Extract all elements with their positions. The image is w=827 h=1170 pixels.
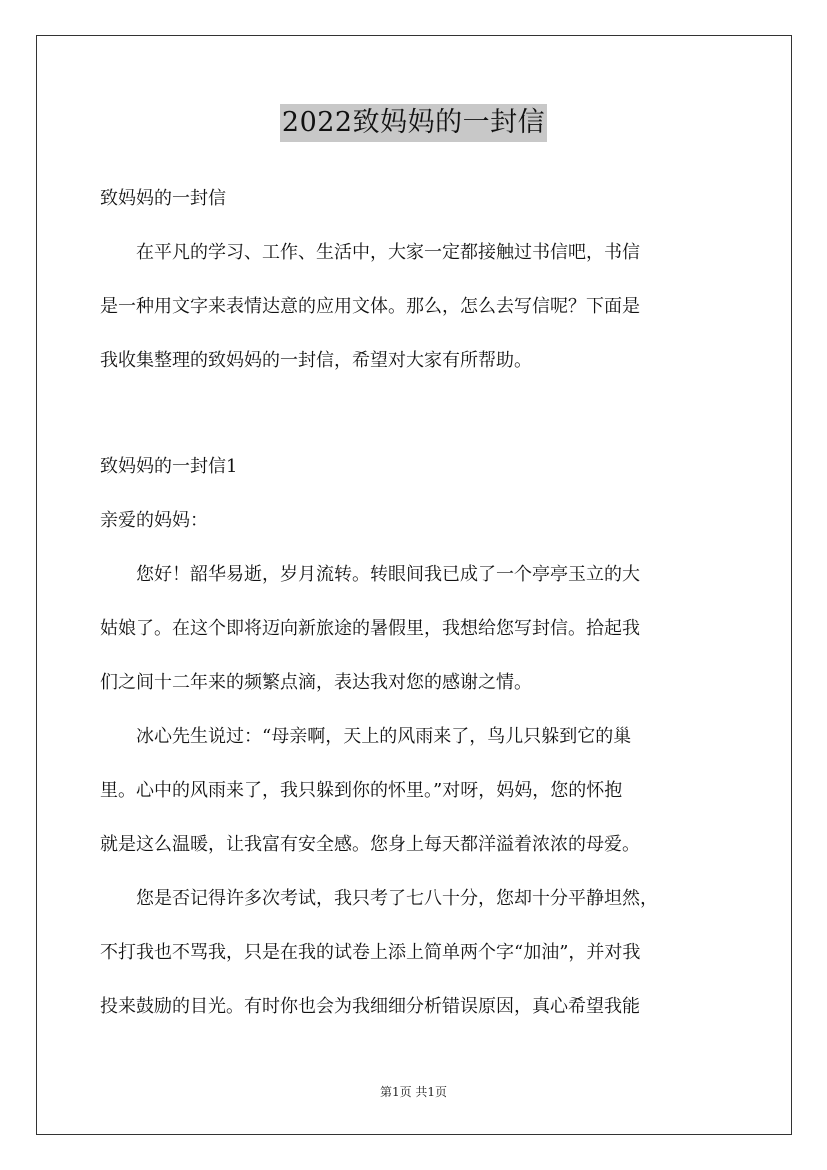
intro-paragraph: [100, 226, 730, 388]
paragraph-line: 们之间十二年来的频繁点滴，表达我对您的感谢之情。: [100, 672, 532, 693]
paragraph-line: 就是这么温暖，让我富有安全感。您身上每天都洋溢着浓浓的母爱。: [100, 834, 640, 855]
paragraph-line: 姑娘了。在这个即将迈向新旅途的暑假里，我想给您写封信。拾起我: [100, 618, 640, 639]
document-title: 2022致妈妈的一封信: [280, 104, 547, 142]
salutation: 亲爱的妈妈：: [100, 510, 208, 531]
paragraph-line: 冰心先生说过：“母亲啊，天上的风雨来了，鸟儿只躲到它的巢: [136, 726, 632, 747]
title-container: [0, 104, 827, 142]
letter-paragraph: [100, 710, 730, 872]
paragraph-line: 投来鼓励的目光。有时你也会为我细细分析错误原因，真心希望我能: [100, 996, 640, 1017]
subtitle: 致妈妈的一封信: [100, 188, 226, 209]
paragraph-line: 您好！韶华易逝，岁月流转。转眼间我已成了一个亭亭玉立的大: [136, 564, 640, 585]
paragraph-line: 不打我也不骂我，只是在我的试卷上添上简单两个字“加油”，并对我: [100, 942, 641, 963]
intro-line: 是一种用文字来表情达意的应用文体。那么，怎么去写信呢？下面是: [100, 296, 640, 317]
section-heading: 致妈妈的一封信1: [100, 456, 238, 477]
paragraph-line: 您是否记得许多次考试，我只考了七八十分，您却十分平静坦然，: [136, 888, 658, 909]
document-body: [100, 172, 730, 1034]
letter-paragraph: [100, 872, 730, 1034]
letter-paragraph: [100, 548, 730, 710]
intro-line: 在平凡的学习、工作、生活中，大家一定都接触过书信吧，书信: [136, 242, 640, 263]
section-gap: [100, 388, 730, 440]
intro-line: 我收集整理的致妈妈的一封信，希望对大家有所帮助。: [100, 350, 532, 371]
paragraph-line: 里。心中的风雨来了，我只躲到你的怀里。”对呀，妈妈，您的怀抱: [100, 780, 623, 801]
page-footer: 第1页 共1页: [379, 1085, 448, 1099]
